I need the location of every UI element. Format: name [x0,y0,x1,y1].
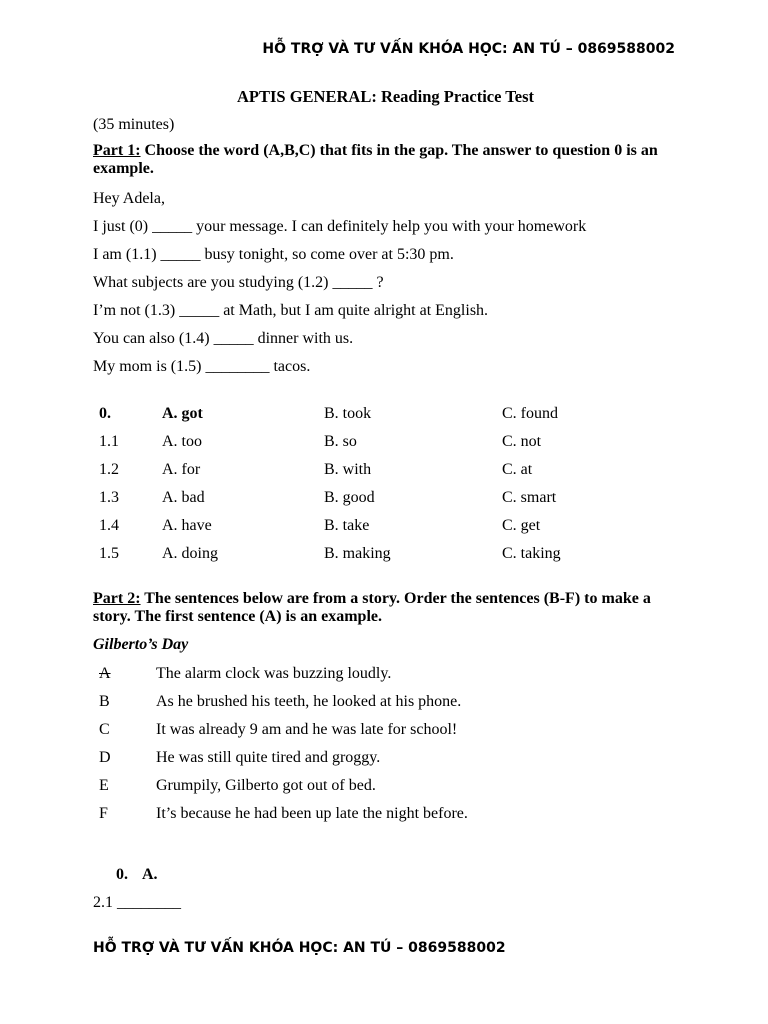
sentence-key: A [99,665,111,682]
sentence-text: It’s because he had been up late the night before. [156,805,468,822]
sentence-row [93,776,678,804]
sentence-key: E [99,777,109,794]
letter-line: I am (1.1) _____ busy tonight, so come over at 5:30 pm. [93,246,454,263]
option-a: A. have [162,517,212,534]
story-sentences [93,664,678,832]
part2-label: Part 2: [93,590,141,607]
option-b: B. take [324,517,370,534]
page-title: APTIS GENERAL: Reading Practice Test [237,87,534,106]
sentence-row [93,748,678,776]
options-row [93,516,678,544]
example-answer-value: A. [142,866,158,883]
part2-instruction-text: The sentences below are from a story. Order the sentences (B-F) to make a story. The first sentence (A) is an example. [93,590,651,625]
sentence-key: F [99,805,108,822]
option-a: A. got [162,405,203,422]
options-row [93,488,678,516]
options-row [93,404,678,432]
letter-line: My mom is (1.5) ________ tacos. [93,358,311,375]
letter-line: You can also (1.4) _____ dinner with us. [93,330,354,347]
option-c: C. get [502,517,541,534]
sentence-row [93,664,678,692]
option-a: A. bad [162,489,205,506]
sentence-text: The alarm clock was buzzing loudly. [156,665,392,682]
page-header: HỖ TRỢ VÀ TƯ VẤN KHÓA HỌC: AN TÚ – 0869588002 [262,41,675,57]
option-c: C. smart [502,489,557,506]
option-c: C. at [502,461,533,478]
option-b: B. making [324,545,391,562]
question-number: 1.5 [99,545,119,562]
sentence-text: Grumpily, Gilberto got out of bed. [156,777,376,794]
part1-instruction [93,142,678,178]
sentence-row [93,804,678,832]
option-b: B. good [324,489,375,506]
letter-line: What subjects are you studying (1.2) _____ ? [93,274,384,291]
example-answer [116,865,678,893]
sentence-key: B [99,693,110,710]
example-answer-number: 0. [116,866,128,883]
option-b: B. so [324,433,357,450]
part1-label: Part 1: [93,142,141,159]
letter-line: I’m not (1.3) _____ at Math, but I am quite alright at English. [93,302,489,319]
part2-instruction [93,590,678,626]
option-b: B. took [324,405,372,422]
option-a: A. for [162,461,201,478]
option-c: C. taking [502,545,561,562]
question-number: 1.4 [99,517,119,534]
question-number: 1.3 [99,489,119,506]
sentence-text: It was already 9 am and he was late for school! [156,721,458,738]
options-row [93,544,678,572]
question-number: 1.1 [99,433,119,450]
question-number: 0. [99,405,111,422]
option-c: C. found [502,405,558,422]
sentence-text: He was still quite tired and groggy. [156,749,381,766]
part1-options-table [93,404,678,572]
part1-instruction-text: Choose the word (A,B,C) that fits in the gap. The answer to question 0 is an example. [93,142,658,177]
sentence-key: D [99,749,111,766]
page-footer: HỖ TRỢ VÀ TƯ VẤN KHÓA HỌC: AN TÚ – 0869588002 [93,940,506,956]
duration: (35 minutes) [93,116,175,133]
sentence-row [93,692,678,720]
option-a: A. too [162,433,202,450]
story-title: Gilberto’s Day [93,636,189,653]
sentence-row [93,720,678,748]
option-a: A. doing [162,545,218,562]
question-number: 1.2 [99,461,119,478]
letter-line: I just (0) _____ your message. I can definitely help you with your homework [93,218,587,235]
option-b: B. with [324,461,372,478]
letter-line: Hey Adela, [93,190,165,207]
sentence-text: As he brushed his teeth, he looked at his phone. [156,693,462,710]
answer-blank-2-1: 2.1 ________ [93,894,181,911]
options-row [93,460,678,488]
option-c: C. not [502,433,542,450]
document-body [93,86,678,915]
sentence-key: C [99,721,110,738]
options-row [93,432,678,460]
